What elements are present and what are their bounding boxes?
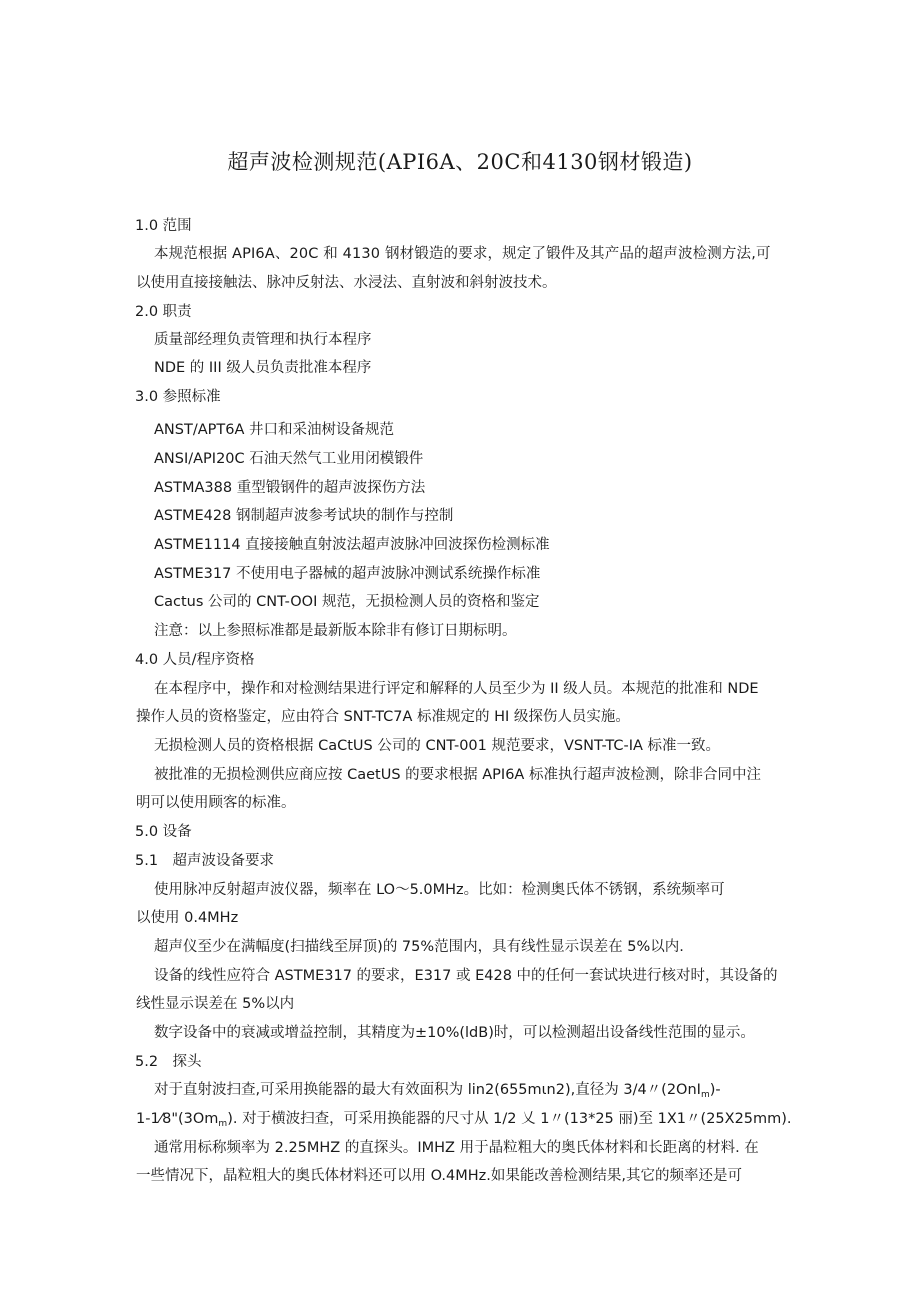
text-run: 对于直射波扫查,可采用换能器的最大有效面积为 lin2(655mιn2),直径为 3/4〃(2OnI [154,1082,701,1098]
section-1-paragraph-line-2: 以使用直接接触法、脉冲反射法、水浸法、直射波和斜射波技术。 [136,275,557,291]
subscript: m [218,1119,228,1129]
section-2-line-1: 质量部经理负责管理和执行本程序 [154,332,372,348]
section-4-paragraph-1-line-1: 在本程序中，操作和对检测结果进行评定和解释的人员至少为 II 级人员。本规范的批准和 NDE [154,681,759,697]
text-run: 1-1⁄8"(3Om [136,1111,219,1127]
subsection-5-2-paragraph-2-line-2: 一些情况下，晶粒粗大的奥氏体材料还可以用 O.4MHz.如果能改善检测结果,其它的频率还是可 [136,1168,743,1184]
subsection-5-2-paragraph-2-line-1: 通常用标称频率为 2.25MHZ 的直探头。IMHZ 用于晶粒粗大的奥氏体材料和长距离的材料. 在 [154,1140,759,1156]
section-2-line-2: NDE 的 III 级人员负责批准本程序 [154,360,372,376]
section-5-heading: 5.0 设备 [135,824,192,840]
reference-item: ASTME1114 直接接触直射波法超声波脉冲回波探伤检测标准 [154,537,550,553]
subsection-5-2-paragraph-1-line-1 [154,1080,721,1105]
section-3-heading: 3.0 参照标准 [135,389,221,405]
section-4-heading: 4.0 人员/程序资格 [135,652,255,668]
section-1-heading: 1.0 范围 [135,218,192,234]
subsection-5-1-paragraph-4: 数字设备中的衰减或增益控制，其精度为±10%(ldB)时，可以检测超出设备线性范围的显示。 [154,1025,755,1041]
subsection-5-2-paragraph-1-line-2 [136,1109,792,1134]
subsection-5-1-paragraph-1-line-2: 以使用 0.4MHz [136,910,239,926]
reference-item: ANST/APT6A 井口和采油树设备规范 [154,422,394,438]
subsection-5-1-heading: 5.1 超声波设备要求 [135,853,275,869]
text-run: ). 对于横波扫查，可采用换能器的尺寸从 1/2 乂 1〃(13*25 丽)至 1X1〃(25X25mm). [227,1111,792,1127]
subscript: m [700,1090,710,1100]
subsection-5-1-paragraph-1-line-1: 使用脉冲反射超声波仪器，频率在 LO〜5.0MHz。比如：检测奥氏体不锈钢，系统频率可 [154,882,725,898]
subsection-5-2-heading: 5.2 探头 [135,1054,202,1070]
reference-note: 注意：以上参照标准都是最新版本除非有修订日期标明。 [154,623,517,639]
section-4-paragraph-2: 无损检测人员的资格根据 CaCtUS 公司的 CNT-001 规范要求，VSNT-TC-IA 标准一致。 [154,738,721,754]
document-title: 超声波检测规范(API6A、20C和4130钢材锻造) [227,150,693,174]
section-1-paragraph-line-1: 本规范根据 API6A、20C 和 4130 钢材锻造的要求，规定了锻件及其产品的超声波检测方法,可 [154,246,771,262]
subsection-5-1-paragraph-3-line-2: 线性显示误差在 5%以内 [136,996,295,1012]
reference-item: Cactus 公司的 CNT-OOI 规范，无损检测人员的资格和鉴定 [154,594,540,610]
reference-item: ANSI/API20C 石油天然气工业用闭模锻件 [154,451,424,467]
section-4-paragraph-3-line-1: 被批准的无损检测供应商应按 CaetUS 的要求根据 API6A 标准执行超声波检测，除非合同中注 [154,767,761,783]
subsection-5-1-paragraph-3-line-1: 设备的线性应符合 ASTME317 的要求，E317 或 E428 中的任何一套试块进行核对时，其设备的 [154,968,778,984]
text-run: )- [709,1082,721,1098]
section-2-heading: 2.0 职责 [135,304,192,320]
section-4-paragraph-1-line-2: 操作人员的资格鉴定，应由符合 SNT-TC7A 标准规定的 HI 级探伤人员实施。 [136,709,630,725]
subsection-5-1-paragraph-2: 超声仪至少在满幅度(扫描线至屏顶)的 75%范围内，具有线性显示误差在 5%以内. [154,939,684,955]
reference-item: ASTME317 不使用电子器械的超声波脉冲测试系统操作标准 [154,566,541,582]
reference-item: ASTME428 钢制超声波参考试块的制作与控制 [154,508,454,524]
reference-item: ASTMA388 重型锻钢件的超声波探伤方法 [154,480,426,496]
section-4-paragraph-3-line-2: 明可以使用顾客的标准。 [136,795,296,811]
